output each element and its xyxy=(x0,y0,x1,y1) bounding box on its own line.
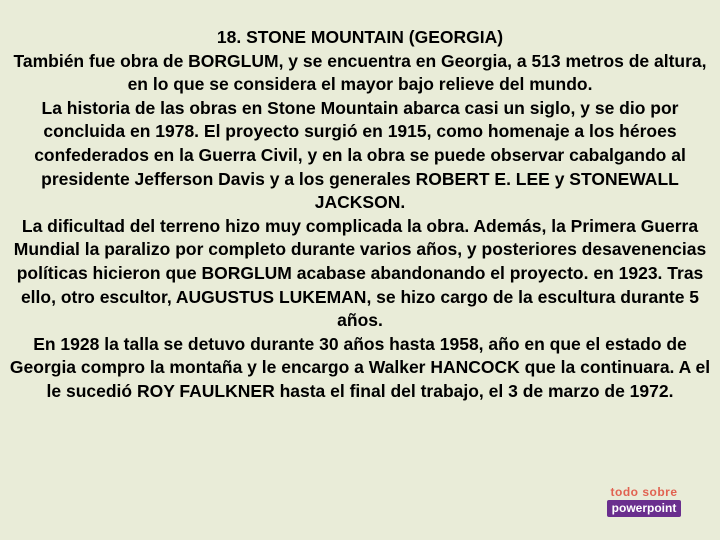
paragraph-history: La historia de las obras en Stone Mountain abarca casi un siglo, y se dio por concluida en 1978. El proyecto surgió en 1915, como homenaje a los héroes confederados en la Guerra Civil, y en la obra se puede observar cabalgando al presidente Jefferson Davis y a los generales ROBERT E. LEE y STONEWALL JACKSON. xyxy=(34,97,686,213)
slide-title: 18. STONE MOUNTAIN (GEORGIA) xyxy=(216,27,504,47)
powerpoint-watermark-logo xyxy=(592,486,696,518)
watermark-bottom-text: powerpoint xyxy=(607,500,682,517)
watermark-top-text: todo sobre xyxy=(610,485,678,499)
paragraph-difficulty: La dificultad del terreno hizo muy complicada la obra. Además, la Primera Guerra Mundial la paralizo por completo durante varios años, y posteriores desavenencias políticas hicieron que BORGLUM acabase abandonando el proyecto. en 1923. Tras ello, otro escultor, AUGUSTUS LUKEMAN, se hizo cargo de la escultura durante 5 años. xyxy=(13,215,707,331)
paragraph-intro: También fue obra de BORGLUM, y se encuentra en Georgia, a 513 metros de altura, en lo que se considera el mayor bajo relieve del mundo. xyxy=(13,50,707,95)
paragraph-continuation: En 1928 la talla se detuvo durante 30 años hasta 1958, año en que el estado de Georgia compro la montaña y le encargo a Walker HANCOCK que la continuara. A el le sucedió ROY FAULKNER hasta el final del trabajo, el 3 de marzo de 1972. xyxy=(9,333,711,401)
slide-text-body xyxy=(0,26,720,404)
